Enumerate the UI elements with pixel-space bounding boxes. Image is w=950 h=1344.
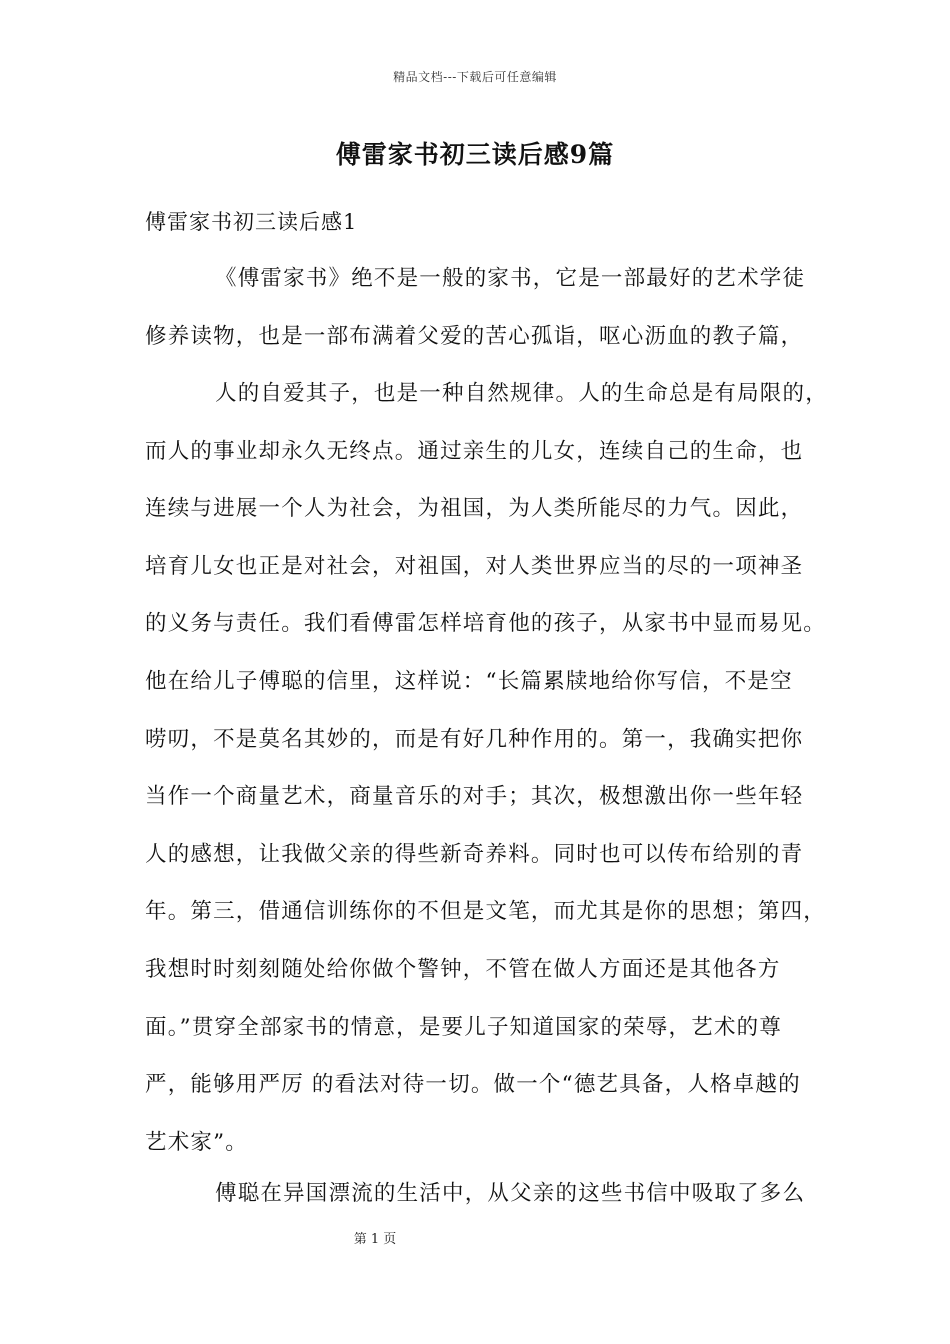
text-line: 培育儿女也正是对社会，对祖国，对人类世界应当的尽的一项神圣 [145, 553, 804, 579]
text-line: 我想时时刻刻随处给你做个警钟，不管在做人方面还是其他各方 [145, 956, 781, 982]
text-line: 他在给儿子傅聪的信里，这样说：“长篇累牍地给你写信，不是空 [145, 668, 793, 694]
text-line: 年。第三，借通信训练你的不但是文笔，而尤其是你的思想；第四， [145, 899, 827, 925]
paragraph-2 [145, 365, 828, 1171]
paragraph-1 [145, 250, 825, 365]
text-line: 的义务与责任。我们看傅雷怎样培育他的孩子，从家书中显而易见。 [145, 611, 827, 637]
text-line: 人的自爱其子，也是一种自然规律。人的生命总是有局限的， [215, 381, 828, 406]
text-line: 唠叨，不是莫名其妙的，而是有好几种作用的。第一，我确实把你 [145, 726, 804, 752]
text-line: 艺术家”。 [145, 1129, 248, 1155]
text-line: 连续与进展一个人为社会，为祖国，为人类所能尽的力气。因此， [145, 496, 804, 522]
section-heading: 傅雷家书初三读后感1 [145, 210, 358, 234]
text-line: 修养读物，也是一部布满着父爱的苦心孤诣，呕心沥血的教子篇， [145, 323, 804, 349]
paragraph-3 [145, 1165, 825, 1223]
header-note: 精品文档---下载后可任意编辑 [393, 70, 557, 84]
text-line: 而人的事业却永久无终点。通过亲生的儿女，连续自己的生命，也 [145, 438, 804, 464]
text-line: 《傅雷家书》绝不是一般的家书，它是一部最好的艺术学徒 [215, 266, 806, 291]
text-line: 傅聪在异国漂流的生活中，从父亲的这些书信中吸取了多么 [215, 1181, 806, 1206]
text-line: 人的感想，让我做父亲的得些新奇养料。同时也可以传布给别的青 [145, 841, 804, 867]
text-line: 当作一个商量艺术，商量音乐的对手；其次，极想激出你一些年轻 [145, 784, 804, 810]
document-title: 傅雷家书初三读后感9篇 [335, 140, 615, 169]
text-line: 严，能够用严厉 的看法对待一切。做一个“德艺具备，人格卓越的 [145, 1072, 801, 1098]
text-line: 面。”贯穿全部家书的情意，是要儿子知道国家的荣辱，艺术的尊 [145, 1014, 783, 1040]
page-number: 第 1 页 [353, 1232, 397, 1247]
